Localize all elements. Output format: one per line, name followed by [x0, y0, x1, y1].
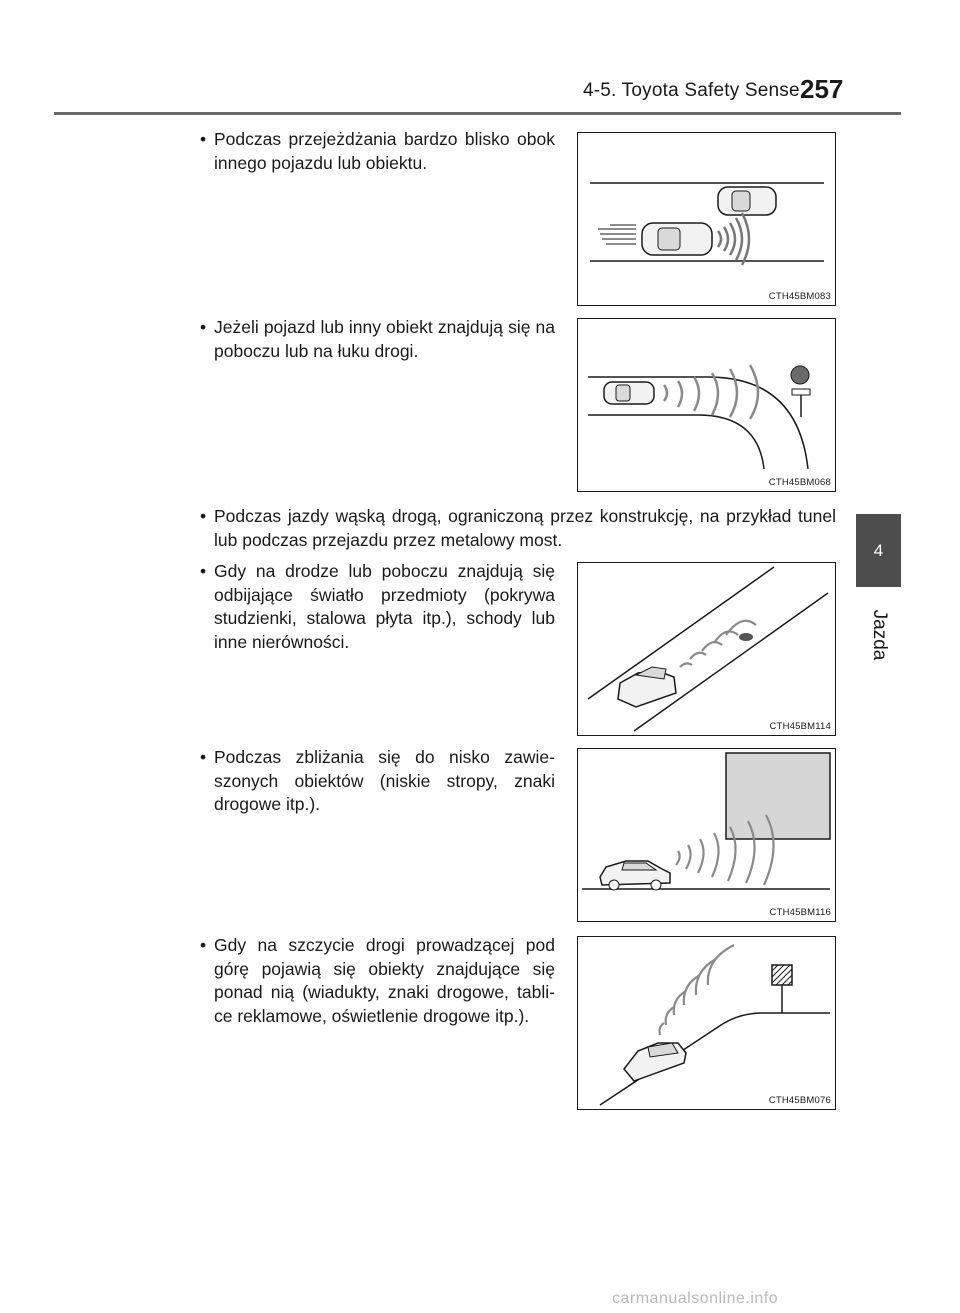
- chapter-number: 4: [873, 541, 884, 560]
- list-item: [200, 128, 555, 175]
- bullet-marker: •: [200, 935, 207, 955]
- figure-low-objects: [577, 748, 836, 922]
- bullet-marker: •: [200, 747, 207, 767]
- list-item-text: Podczas jazdy wąską drogą, ograniczoną przez konstrukcję, na przykład tunel lub podczas przejazdu przez metalowy most.: [214, 506, 836, 550]
- figure-code: CTH45BM068: [768, 477, 831, 488]
- figure-code: CTH45BM076: [768, 1095, 831, 1106]
- bullet-marker: •: [200, 129, 207, 149]
- figure-hill-crest: [577, 936, 836, 1110]
- figure-curve: [577, 318, 836, 492]
- figure-code: CTH45BM083: [768, 291, 831, 302]
- watermark: carmanualsonline.info: [612, 1290, 779, 1307]
- list-item-text: Gdy na szczycie drogi prowadzącej pod górę pojawią się obiekty znajdujące się ponad nią (wiadukty, znaki drogowe, tabli-ce reklamowe, oświetlenie drogowe itp.).: [214, 935, 555, 1026]
- chapter-label: [864, 600, 894, 670]
- chapter-tab: [856, 514, 901, 587]
- figure-low-objects-illustration: [578, 749, 835, 921]
- page-number: 257: [800, 74, 844, 104]
- figure-reflective-objects: [577, 562, 836, 736]
- list-item: [200, 316, 555, 363]
- bullet-marker: •: [200, 317, 207, 337]
- figure-hill-crest-illustration: [578, 937, 835, 1109]
- list-item-text: Jeżeli pojazd lub inny obiekt znajdują się na poboczu lub na łuku drogi.: [214, 317, 555, 361]
- list-item-text: Podczas przejeżdżania bardzo blisko obok innego pojazdu lub obiektu.: [214, 129, 555, 173]
- list-item: [200, 560, 555, 654]
- list-item: [200, 934, 555, 1028]
- figure-close-pass-illustration: [578, 133, 835, 305]
- list-item: [200, 505, 836, 552]
- figure-code: CTH45BM116: [769, 907, 831, 918]
- figure-close-pass: [577, 132, 836, 306]
- figure-reflective-objects-illustration: [578, 563, 835, 735]
- list-item-text: Gdy na drodze lub poboczu znajdują się odbijające światło przedmioty (pokrywa studzienki, stalowa płyta itp.), schody lub inne nierówności.: [214, 561, 555, 652]
- bullet-marker: •: [200, 561, 207, 581]
- section-title: 4-5. Toyota Safety Sense: [583, 80, 800, 101]
- list-item-text: Podczas zbliżania się do nisko zawie-szonych obiektów (niskie stropy, znaki drogowe itp.).: [214, 747, 555, 814]
- figure-code: CTH45BM114: [769, 721, 831, 732]
- header-divider: [54, 112, 901, 115]
- list-item: [200, 746, 555, 817]
- figure-curve-illustration: [578, 319, 835, 491]
- chapter-label-text: Jazda: [869, 609, 890, 661]
- bullet-marker: •: [200, 506, 207, 526]
